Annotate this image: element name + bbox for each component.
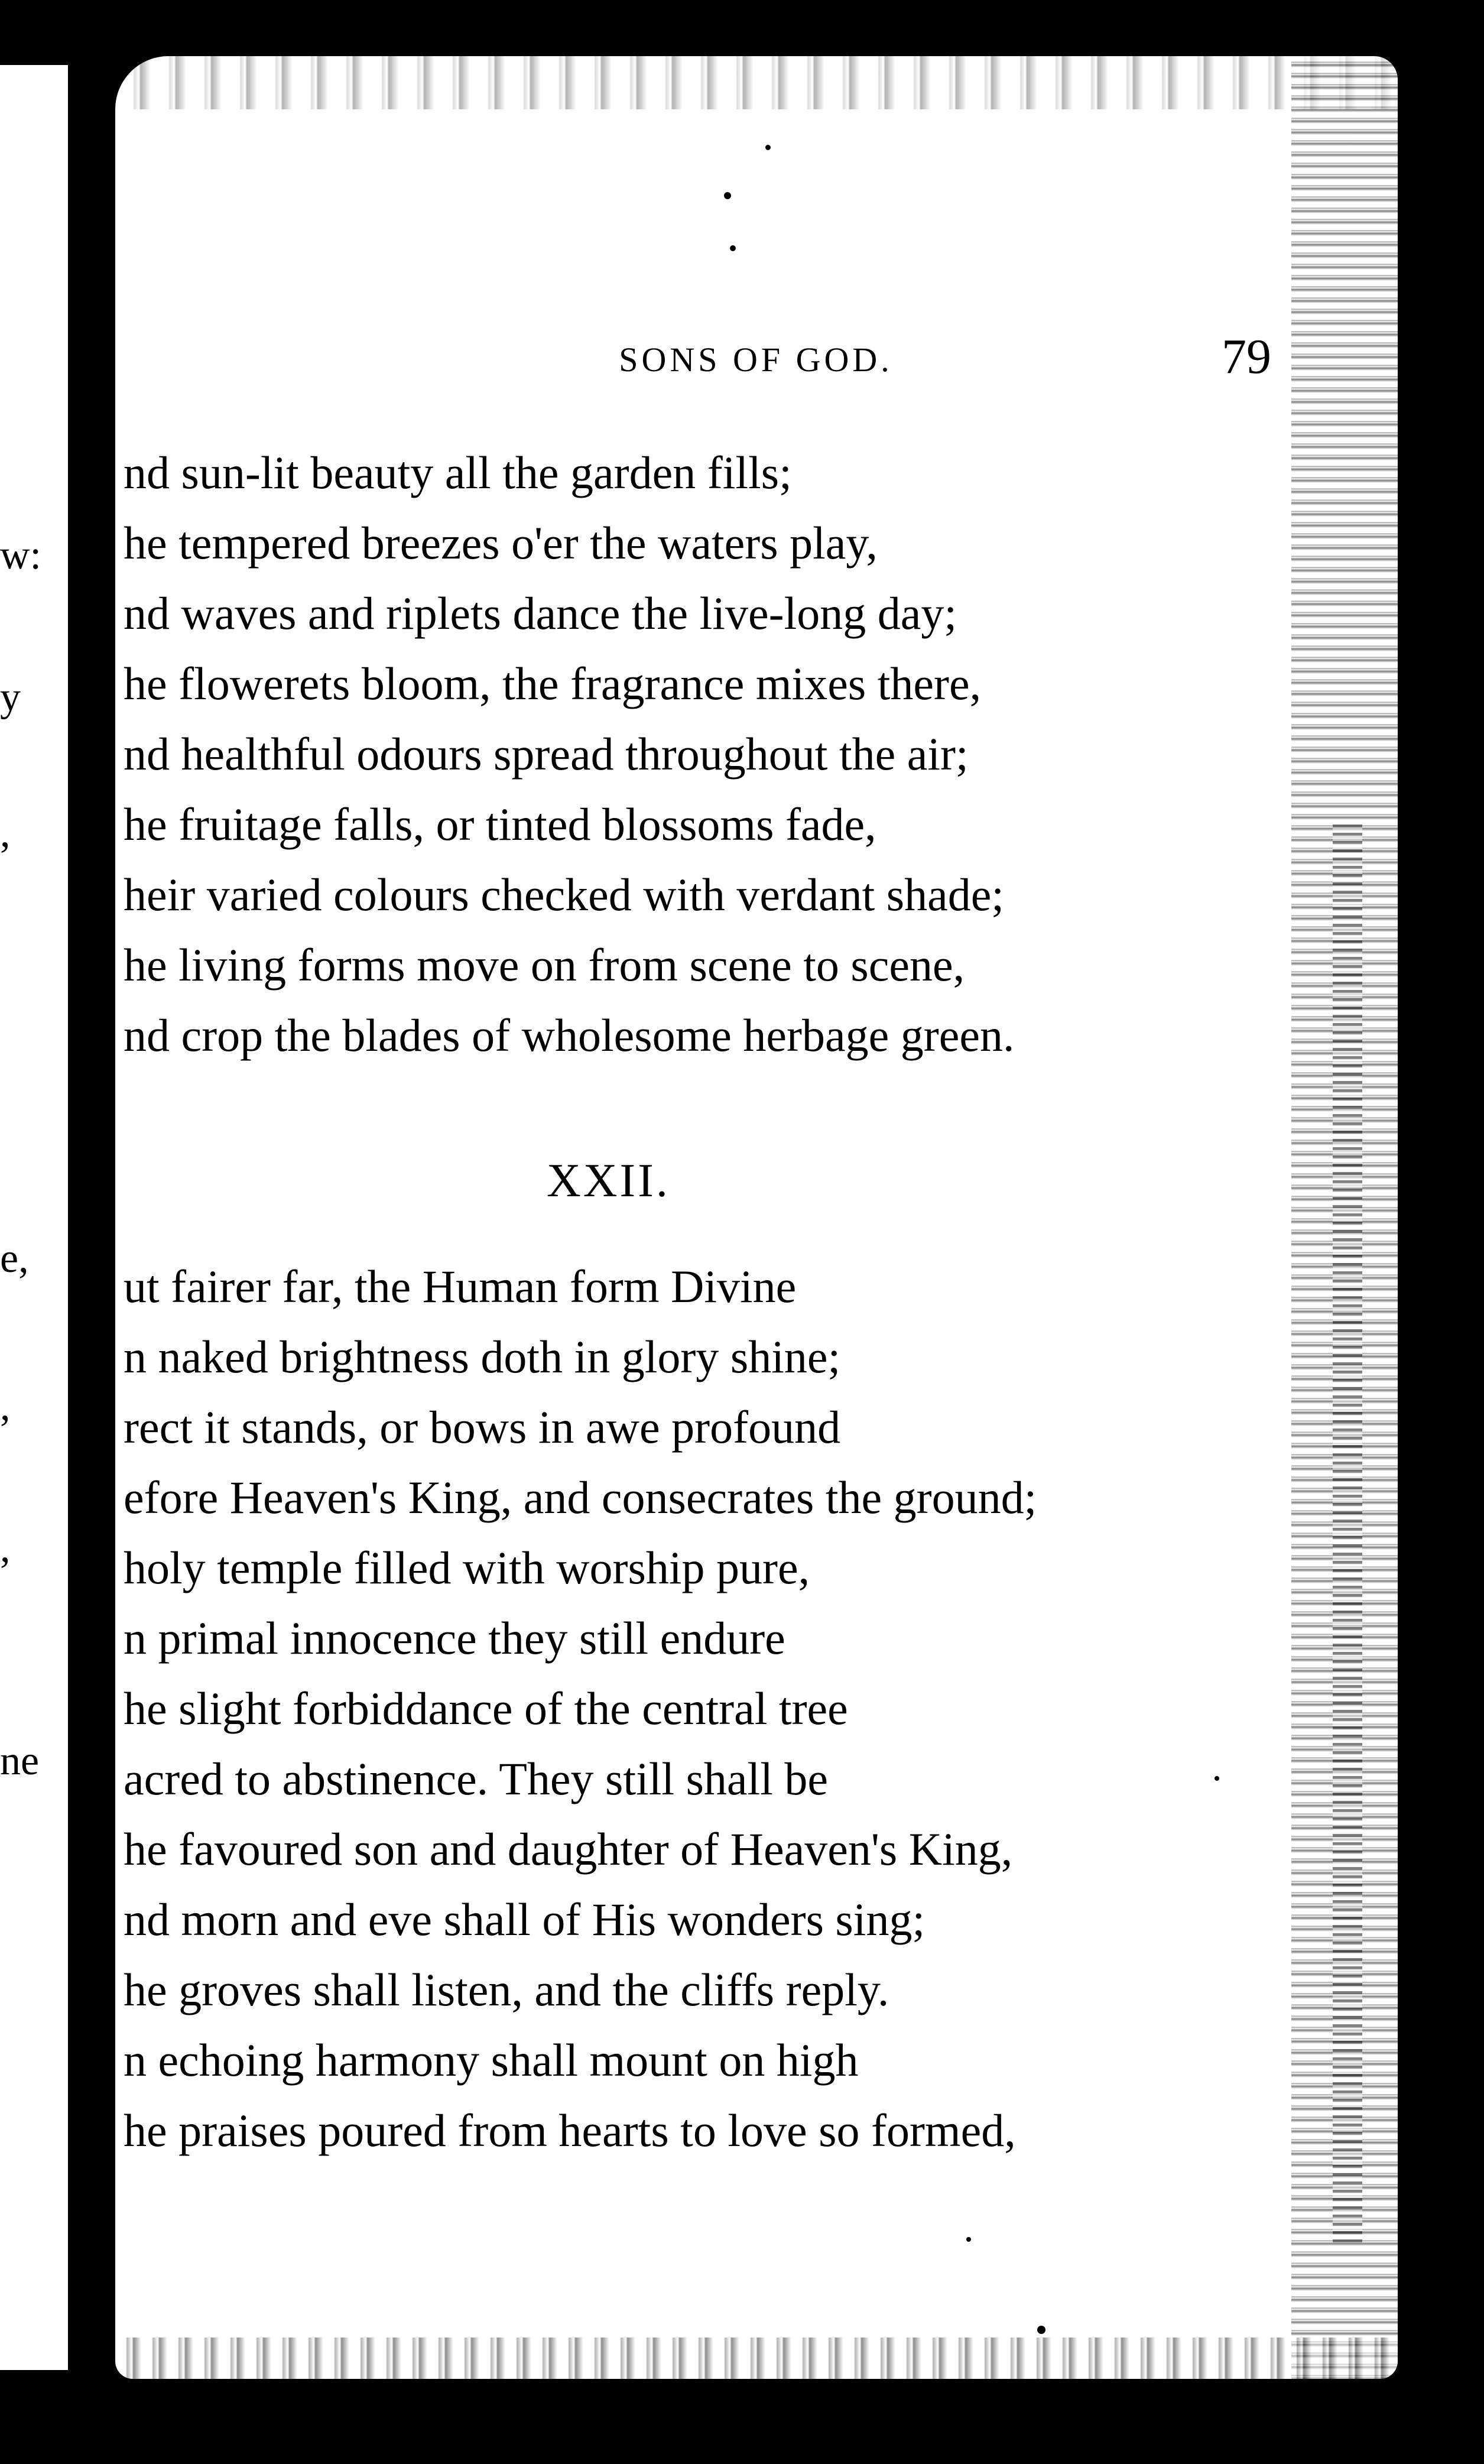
verse-line: holy temple filled with worship pure, — [124, 1542, 810, 1593]
previous-page-fragment: , — [0, 1384, 11, 1429]
verse-line: nd healthful odours spread throughout the air; — [124, 728, 969, 780]
page-number: 79 — [1222, 329, 1271, 384]
print-speck — [765, 145, 771, 150]
print-speck — [1215, 1776, 1219, 1781]
verse-line: he favoured son and daughter of Heaven's King, — [124, 1823, 1013, 1875]
stanza — [124, 1251, 1037, 2166]
bottom-edge-noise — [115, 2338, 1398, 2379]
previous-page-fragment: w: — [0, 533, 41, 578]
previous-page-fragment: y — [0, 674, 21, 720]
previous-page-edge — [0, 65, 68, 2370]
verse-line: he tempered breezes o'er the waters play, — [124, 517, 878, 569]
verse-line: efore Heaven's King, and consecrates the ground; — [124, 1472, 1037, 1523]
verse-line: he slight forbiddance of the central tree — [124, 1683, 848, 1734]
stanza — [124, 437, 1014, 1070]
book-binding-gutter — [68, 65, 118, 2370]
previous-page-fragment: ne — [0, 1738, 40, 1784]
running-title: SONS OF GOD. — [619, 340, 893, 379]
verse-line: nd crop the blades of wholesome herbage green. — [124, 1009, 1015, 1061]
top-edge-noise — [115, 56, 1398, 109]
print-speck — [966, 2237, 971, 2242]
previous-page-fragment: e, — [0, 1236, 29, 1281]
verse-line: nd waves and riplets dance the live-long day; — [124, 587, 957, 639]
verse-line: he living forms move on from scene to scene, — [124, 939, 965, 991]
running-head — [472, 329, 1359, 411]
verse-line: he fruitage falls, or tinted blossoms fade, — [124, 798, 876, 850]
book-page — [115, 56, 1398, 2379]
verse-line: nd sun-lit beauty all the garden fills; — [124, 447, 792, 498]
verse-line: he groves shall listen, and the cliffs reply. — [124, 1964, 889, 2015]
verse-line: rect it stands, or bows in awe profound — [124, 1401, 841, 1453]
print-speck — [730, 245, 736, 251]
section-heading: XXII. — [547, 1155, 670, 1207]
previous-page-fragment: , — [0, 810, 11, 856]
verse-line: he flowerets bloom, the fragrance mixes there, — [124, 658, 982, 709]
verse-line: nd morn and eve shall of His wonders sing; — [124, 1894, 926, 1945]
print-speck — [1037, 2326, 1045, 2334]
verse-line: n echoing harmony shall mount on high — [124, 2034, 859, 2086]
verse-line: heir varied colours checked with verdant shade; — [124, 869, 1005, 920]
verse-line: he praises poured from hearts to love so formed, — [124, 2105, 1016, 2156]
verse-line: acred to abstinence. They still shall be — [124, 1753, 829, 1804]
page-stack-edge-shadow — [1333, 824, 1362, 2243]
verse-line: n primal innocence they still endure — [124, 1612, 785, 1664]
verse-line: ut fairer far, the Human form Divine — [124, 1261, 797, 1312]
verse-line: n naked brightness doth in glory shine; — [124, 1331, 841, 1382]
print-speck — [724, 192, 731, 199]
previous-page-fragment: , — [0, 1525, 11, 1571]
